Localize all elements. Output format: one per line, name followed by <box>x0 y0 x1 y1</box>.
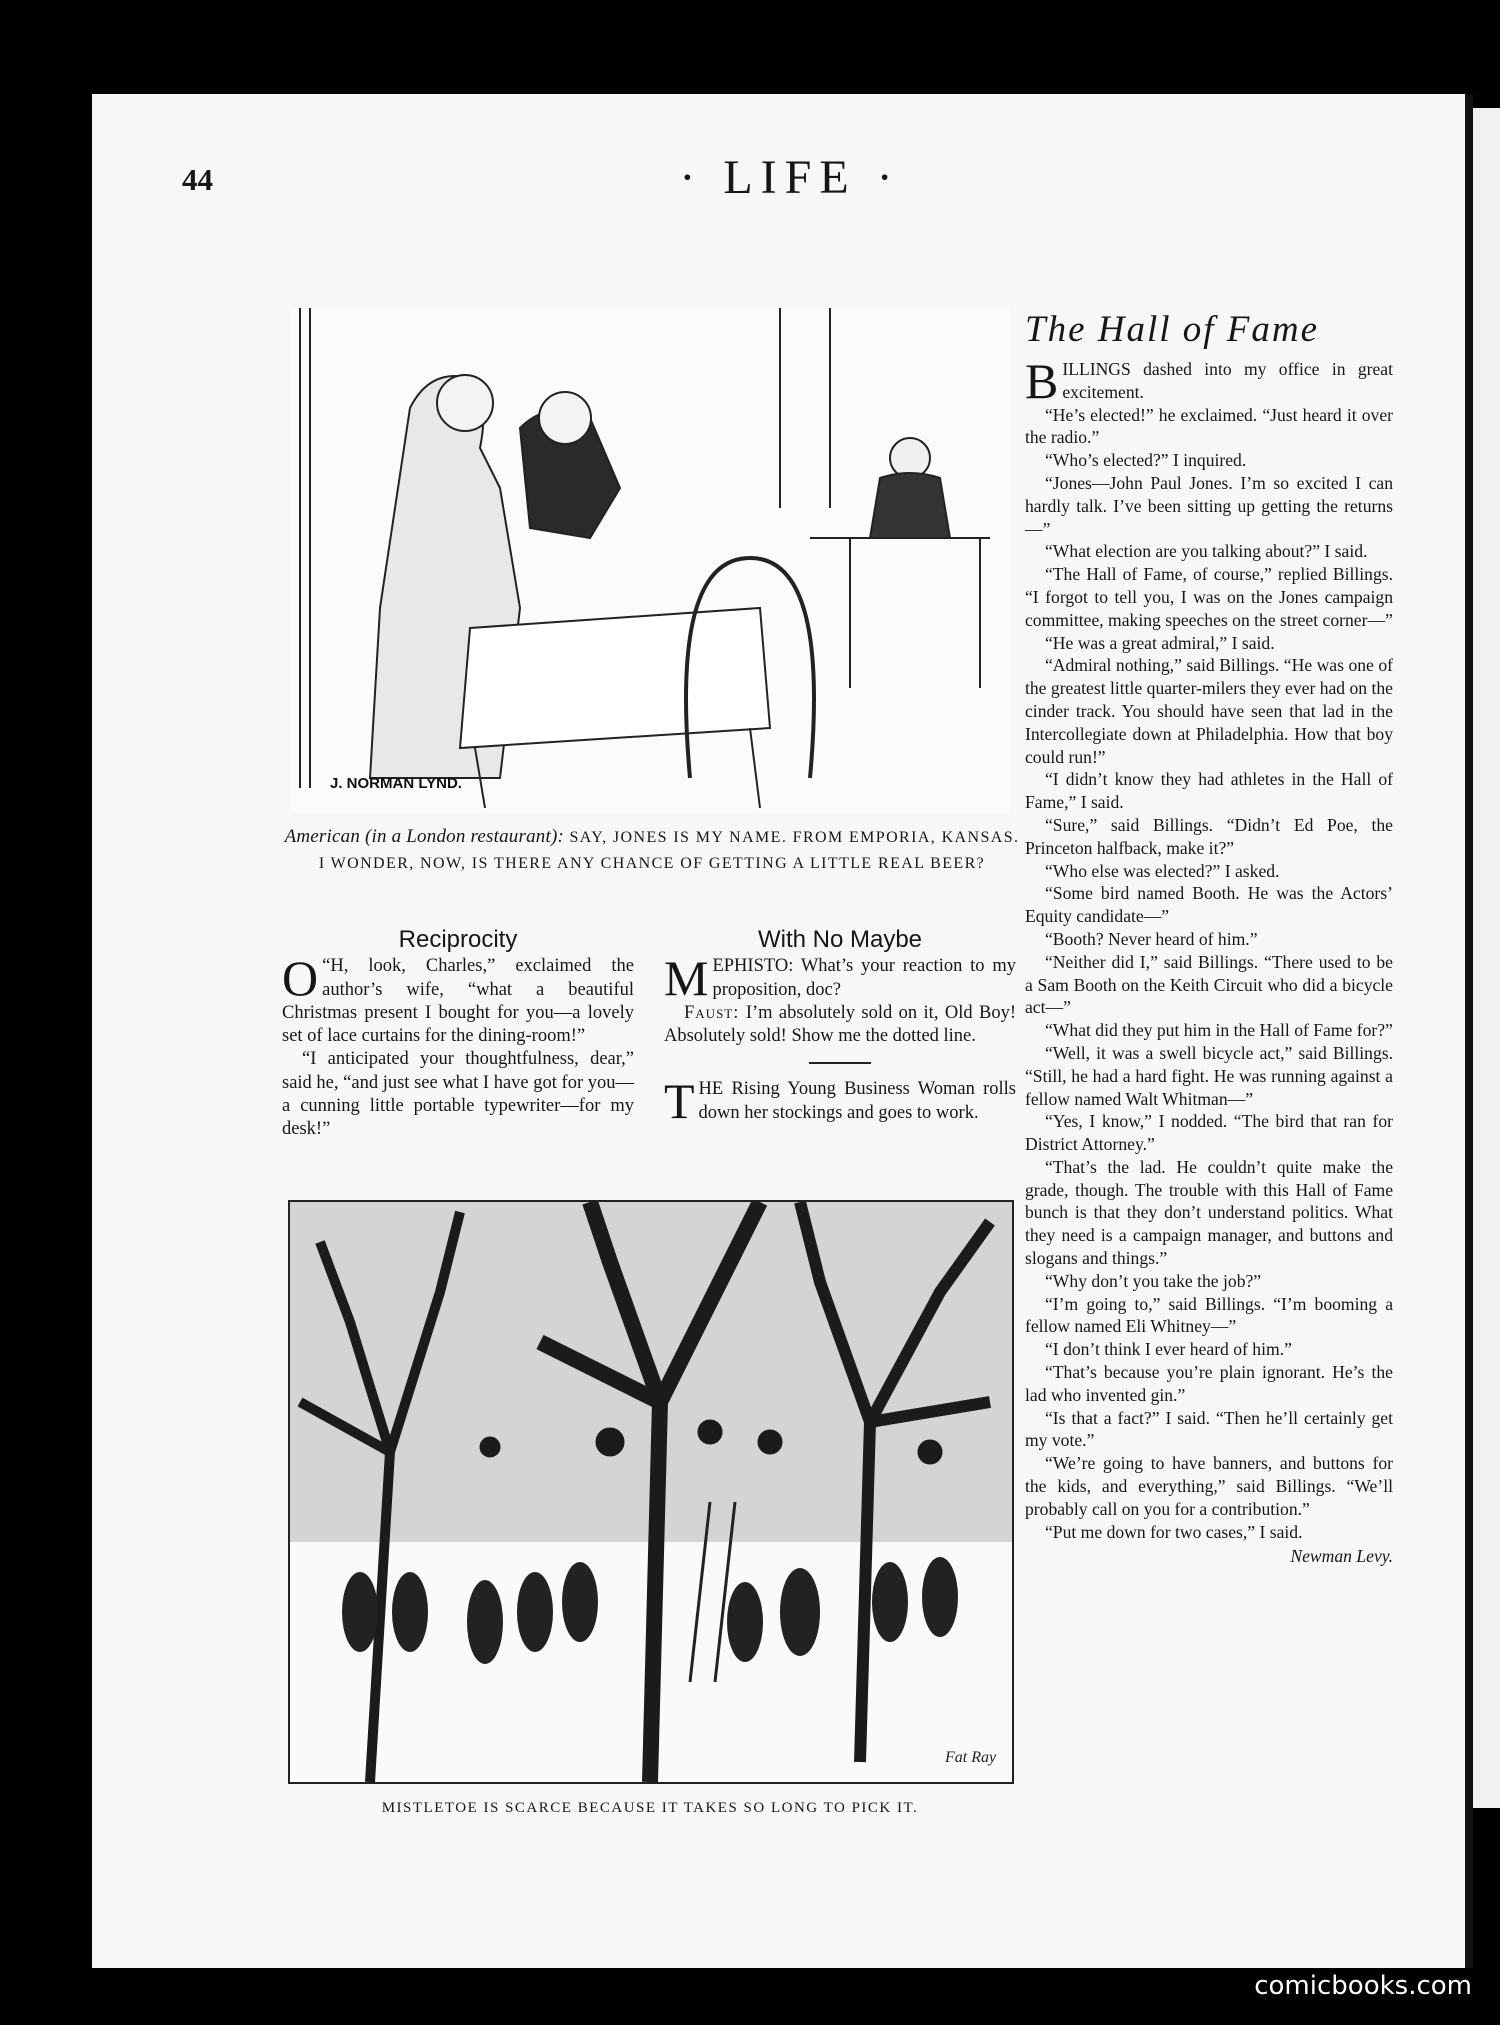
mistletoe-cartoon <box>288 1200 1014 1784</box>
hall-paragraph: “What election are you talking about?” I said. <box>1045 541 1368 562</box>
byline: Newman Levy. <box>1290 1546 1393 1567</box>
open-quote: “ <box>322 956 331 977</box>
section-divider <box>809 1062 871 1064</box>
maybe-dropcap: M <box>664 950 709 1007</box>
reciprocity-dropcap: O <box>282 950 319 1007</box>
cartoon2-caption: MISTLETOE IS SCARCE BECAUSE IT TAKES SO LONG TO PICK IT. <box>381 1800 919 1816</box>
hall-paragraph: “Well, it was a swell bicycle act,” said Billings. “Still, he had a hard fight. He was running against a fellow named Walt Whitman—” <box>1025 1042 1393 1109</box>
reciprocity-title: Reciprocity <box>398 926 518 953</box>
restaurant-cartoon <box>290 308 1010 813</box>
hall-paragraph: “Some bird named Booth. He was the Actors’ Equity candidate—” <box>1025 883 1393 927</box>
site-watermark: comicbooks.com <box>1254 1971 1472 2001</box>
restaurant-illustration <box>290 308 1010 813</box>
hall-title: The Hall of Fame <box>1025 309 1320 350</box>
hall-paragraph: “Sure,” said Billings. “Didn’t Ed Poe, the Princeton halfback, make it?” <box>1025 814 1393 858</box>
masthead: · LIFE · <box>679 151 901 204</box>
hall-paragraph: “Yes, I know,” I nodded. “The bird that ran for District Attorney.” <box>1025 1111 1393 1155</box>
hall-paragraph-first: ILLINGS dashed into my office in great excitement. <box>1062 359 1393 402</box>
reciprocity-paragraph-1: H, look, Charles,” exclaimed the author’s wife, “what a beautiful Christmas present I bought for you—a lovely set of lace curtains for the dining-room!” <box>282 956 634 1047</box>
hall-paragraph: “Who else was elected?” I asked. <box>1045 860 1280 881</box>
hall-paragraph: “The Hall of Fame, of course,” replied Billings. “I forgot to tell you, I was on the Jones campaign committee, making speeches on the street corner—” <box>1025 564 1393 630</box>
cartoon1-caption <box>282 824 1022 877</box>
hall-paragraph: “Is that a fact?” I said. “Then he’ll certainly get my vote.” <box>1025 1407 1393 1451</box>
hall-dropcap: B <box>1025 353 1059 409</box>
caption-speaker: American (in a London restaurant): <box>284 826 565 847</box>
hall-paragraph: “Who’s elected?” I inquired. <box>1045 450 1247 471</box>
page-gutter <box>1465 94 1473 1968</box>
hall-paragraph: “I don’t think I ever heard of him.” <box>1045 1339 1292 1360</box>
hall-paragraph: “What did they put him in the Hall of Fame for?” <box>1045 1020 1393 1041</box>
joke-paragraph: HE Rising Young Business Woman rolls down her stockings and goes to work. <box>698 1079 1016 1123</box>
hall-paragraph: “Booth? Never heard of him.” <box>1045 928 1258 949</box>
hall-paragraph: “Why don’t you take the job?” <box>1045 1270 1262 1291</box>
maybe-article <box>664 926 1017 1130</box>
hall-paragraph: “We’re going to have banners, and buttons for the kids, and everything,” said Billings. “We’ll probably call on you for a contribution.” <box>1025 1453 1393 1519</box>
cartoon2-signature: Fat Ray <box>945 1749 997 1766</box>
cartoon1-signature: J. NORMAN LYND. <box>330 775 462 792</box>
hall-paragraph: “He’s elected!” he exclaimed. “Just heard it over the radio.” <box>1025 404 1393 448</box>
faust-label: Faust: <box>684 1002 740 1023</box>
adjacent-page-edge <box>1473 108 1500 1808</box>
hall-paragraph: “Put me down for two cases,” I said. <box>1045 1521 1303 1542</box>
maybe-paragraph-2: I’m absolutely sold on it, Old Boy! Absolutely sold! Show me the dotted line. <box>664 1002 1017 1047</box>
reciprocity-article <box>282 928 634 1142</box>
maybe-paragraph-1: EPHISTO: What’s your reaction to my proposition, doc? <box>712 956 1016 1000</box>
hall-paragraph: “That’s because you’re plain ignorant. He’s the lad who invented gin.” <box>1025 1362 1393 1405</box>
hall-paragraph: “Admiral nothing,” said Billings. “He was one of the greatest little quarter-milers they ever had on the cinder track. You should have seen that lad in the Intercollegiate down at Philadelphia. How that boy could run!” <box>1025 655 1393 767</box>
hall-paragraph: “That’s the lad. He couldn’t quite make the grade, though. The trouble with this Hall of Fame bunch is that they don’t understand politics. What they need is a campaign manager, and buttons and slogans and things.” <box>1025 1156 1393 1269</box>
maybe-title: With No Maybe <box>757 926 923 953</box>
hall-paragraph: “Jones—John Paul Jones. I’m so excited I can hardly talk. I’ve been sitting up getting the returns—” <box>1025 472 1393 539</box>
hall-article <box>1025 353 1393 1568</box>
reciprocity-paragraph-2: “I anticipated your thoughtfulness, dear,” said he, “and just see what I have got for you—a cunning little portable typewriter—for my desk!” <box>282 1049 634 1140</box>
hall-paragraph: “I’m going to,” said Billings. “I’m booming a fellow named Eli Whitney—” <box>1025 1293 1393 1337</box>
hall-paragraphs <box>1025 404 1393 1544</box>
joke-dropcap: T <box>664 1073 695 1130</box>
hall-paragraph: “I didn’t know they had athletes in the Hall of Fame,” I said. <box>1025 769 1393 813</box>
hall-paragraph: “He was a great admiral,” I said. <box>1045 632 1275 653</box>
caption-text: SAY, JONES IS MY NAME. FROM EMPORIA, KANSAS. I WONDER, NOW, IS THERE ANY CHANCE OF GETTING A LITTLE REAL BEER? <box>318 829 1020 872</box>
hall-paragraph: “Neither did I,” said Billings. “There used to be a Sam Booth on the Keith Circuit who did a bicycle act—” <box>1025 951 1393 1018</box>
page-number: 44 <box>182 162 213 197</box>
winter-forest-illustration <box>290 1202 1012 1782</box>
